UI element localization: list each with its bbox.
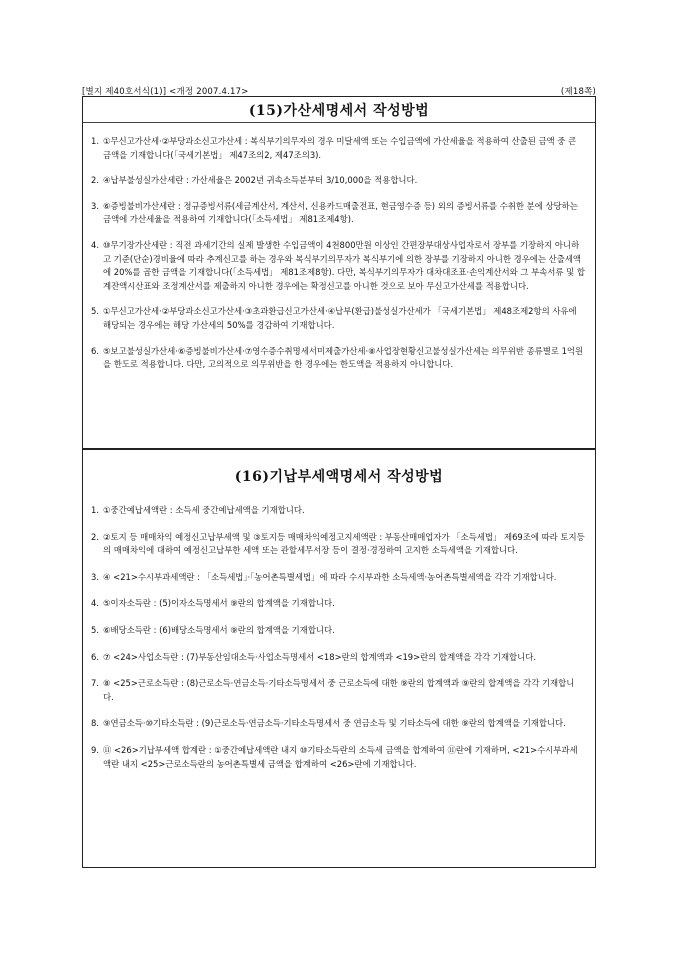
item-text: ④납부불성실가산세란 : 가산세율은 2002년 귀속소득분부터 3/10,000을 적용합니다.	[103, 175, 418, 186]
item-number: 8.	[91, 718, 99, 729]
item-number: 7.	[91, 678, 99, 689]
item-text: ④ <21>수시부과세액란 : 「소득세법」·「농어촌특별세법」에 따라 수시부과한 소득세액·농어촌특별세액을 각각 기재합니다.	[103, 571, 557, 582]
item-number: 5.	[91, 306, 99, 317]
list-item	[91, 624, 585, 638]
list-item	[91, 744, 585, 771]
item-text: ②토지 등 매매차익 예정신고납부세액 및 ③토지등 매매차익예정고지세액란 : 부동산매매업자가 「소득세법」 제69조에 따라 토지등의 매매차익에 대하여 예정신고납부한 세액 또는 관할세무서장 등이 결정·경정하여 고지한 소득세액을 기재합니다.	[103, 531, 585, 556]
form-label: [별지 제40호서식(1)] <개정 2007.4.17>	[82, 87, 249, 97]
item-text: ⑥증빙불비가산세란 : 정규증빙서류(세금계산서, 계산서, 신용카드매출전표, 현금영수증 등) 외의 증빙서류를 수취한 분에 상당하는 금액에 가산세율을 적용하여 기재합니다(「소득세법」 제81조제4항).	[103, 200, 578, 225]
item-text: ⑪ <26>기납부세액 합계란 : ①중간예납세액란 내지 ⑩기타소득란의 소득세 금액을 합계하여 ⑪란에 기재하며, <21>수시부과세액란 내지 <25>근로소득란의 농어촌특별세 금액을 합계하여 <26>란에 기재합니다.	[103, 744, 578, 769]
item-text: ①중간예납세액란 : 소득세 중간예납세액을 기재합니다.	[103, 505, 305, 515]
item-number: 4.	[91, 239, 99, 250]
section-16-box	[82, 449, 596, 868]
item-text: ⑧ <25>근로소득란 : (8)근로소득·연금소득·기타소득명세서 중 근로소득에 대한 ⑨란의 합계액과 ⑨란의 합계액을 각각 기재합니다.	[103, 678, 575, 702]
list-item	[91, 597, 585, 611]
list-item	[91, 135, 585, 162]
item-text: ①무신고가산세·②부당과소신고가산세 : 복식부기의무자의 경우 미달세액 또는 수입금액에 가산세율을 적용하여 산출된 금액 중 큰 금액을 기재합니다(「국세기본법」 제47조의2, 제47조의3).	[103, 136, 577, 160]
list-item	[91, 200, 585, 227]
section-16-list	[83, 494, 595, 771]
list-item	[91, 305, 585, 332]
list-item	[91, 677, 585, 704]
item-number: 2.	[91, 175, 99, 186]
item-text: ⑤보고불성실가산세·⑥증빙불비가산세·⑦영수증수취명세서미제출가산세·⑧사업장현황신고불성실가산세는 의무위반 종류별로 1억원을 한도로 적용합니다. 다만, 고의적으로 의무위반을 한 경우에는 한도액을 적용하지 아니합니다.	[103, 345, 584, 370]
item-number: 3.	[91, 571, 99, 582]
list-item	[91, 571, 585, 585]
item-number: 1.	[91, 505, 99, 515]
section-15-list	[83, 123, 595, 372]
item-text: ⑦ <24>사업소득란 : (7)부동산임대소득·사업소득명세서 <18>란의 합계액과 <19>란의 합계액을 각각 기재합니다.	[103, 651, 536, 662]
item-number: 5.	[91, 624, 99, 635]
page-label: (제18쪽)	[560, 87, 596, 97]
item-number: 6.	[91, 651, 99, 662]
item-number: 2.	[91, 531, 99, 542]
section-15-title: (15)가산세명세서 작성방법	[83, 97, 595, 123]
item-text: ⑤이자소득란 : (5)이자소득명세서 ⑨란의 합계액을 기재합니다.	[103, 598, 335, 609]
item-text: ①무신고가산세·②부당과소신고가산세·③초과환급신고가산세·④납부(환급)불성실가산세가 「국세기본법」 제48조제2항의 사유에 해당되는 경우에는 해당 가산세의 50%를 경감하여 기재합니다.	[103, 306, 577, 330]
item-text: ⑩무기장가산세란 : 직전 과세기간의 실제 발생한 수입금액이 4천800만원 이상인 간편장부대상사업자로서 장부를 기장하지 아니하고 기준(단순)경비율에 따라 추계신고를 하는 경우와 복식부기의무자가 복식부기에 의한 장부를 기장하지 아니한 경우에는 산출세액에 20%를 곱한 금액을 기재합니다(「소득세법」 제81조제8항). 다만, 복식부기의무자가 대차대조표·손익계산서와 그 부속서류 및 합계잔액시산표와 조정계산서를 제출하지 아니한 경우에는 확정신고를 아니한 것으로 보아 무신고가산세를 적용합니다.	[103, 239, 585, 291]
item-number: 3.	[91, 200, 99, 211]
section-15-box	[82, 96, 596, 449]
list-item	[91, 717, 585, 731]
item-number: 6.	[91, 345, 99, 356]
list-item	[91, 345, 585, 372]
list-item	[91, 239, 585, 293]
item-text: ⑨연금소득·⑩기타소득란 : (9)근로소득·연금소득·기타소득명세서 중 연금소득 및 기타소득에 대한 ⑨란의 합계액을 기재합니다.	[103, 718, 566, 729]
item-text: ⑥배당소득란 : (6)배당소득명세서 ⑨란의 합계액을 기재합니다.	[103, 624, 335, 635]
item-number: 9.	[91, 744, 99, 755]
item-number: 4.	[91, 598, 99, 609]
list-item	[91, 651, 585, 665]
list-item	[91, 174, 585, 188]
list-item	[91, 531, 585, 558]
item-number: 1.	[91, 136, 99, 146]
list-item	[91, 504, 585, 518]
section-16-title: (16)기납부세액명세서 작성방법	[234, 469, 444, 485]
